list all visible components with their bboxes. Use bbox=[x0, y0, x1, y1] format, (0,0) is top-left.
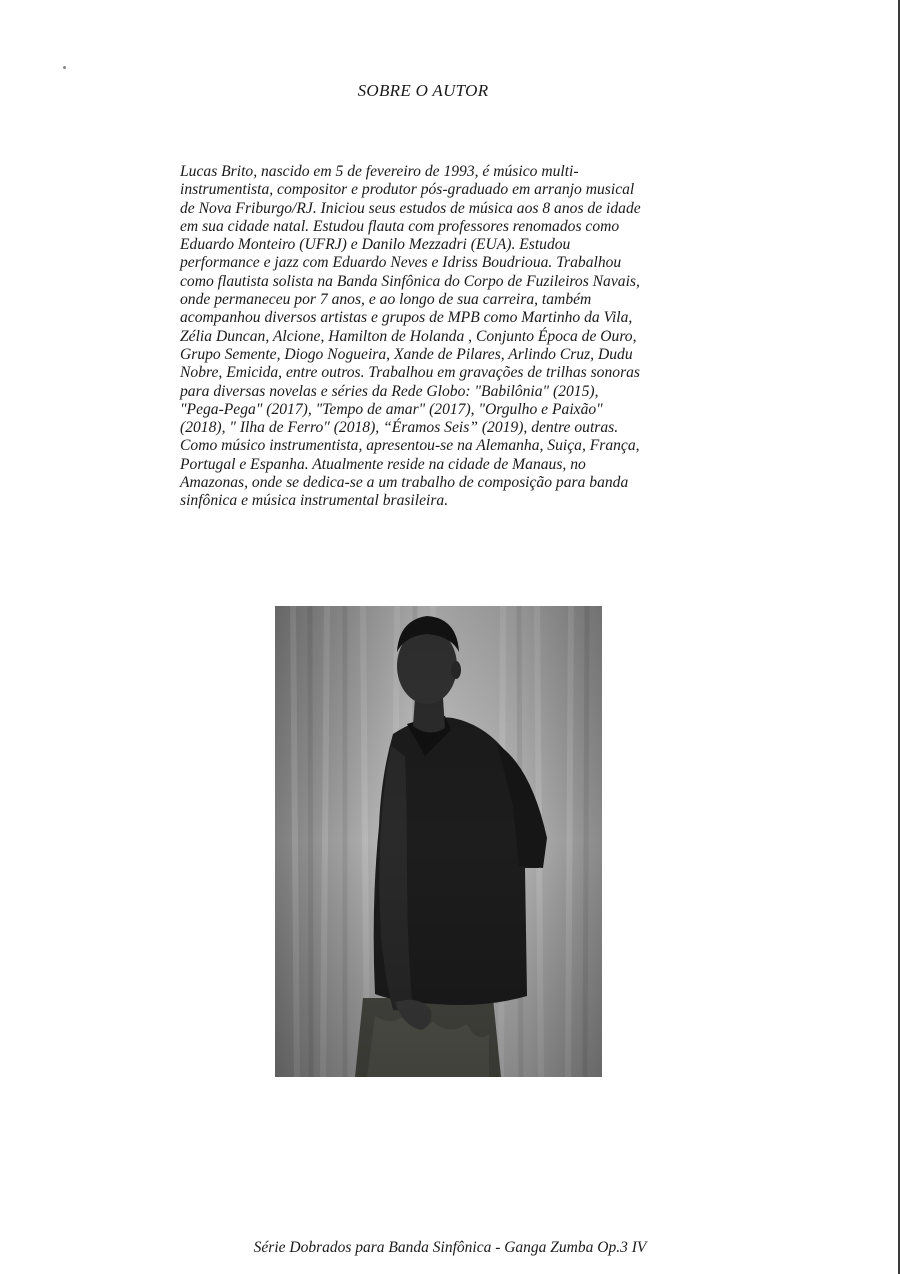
bio-line: onde permaneceu por 7 anos, e ao longo de sua carreira, também bbox=[180, 291, 592, 309]
bio-line: (2018), " Ilha de Ferro" (2018), “Éramos Seis” (2019), dentre outras. bbox=[180, 419, 619, 437]
bio-line: Lucas Brito, nascido em 5 de fevereiro de 1993, é músico multi- bbox=[180, 163, 579, 180]
page-heading: SOBRE O AUTOR bbox=[357, 81, 489, 100]
bio-line: de Nova Friburgo/RJ. Iniciou seus estudos de música aos 8 anos de idade bbox=[180, 199, 641, 217]
bio-line: Eduardo Monteiro (UFRJ) e Danilo Mezzadri (EUA). Estudou bbox=[180, 236, 571, 254]
page-footer: Série Dobrados para Banda Sinfônica - Ganga Zumba Op.3 IV bbox=[253, 1239, 647, 1256]
bio-line: em sua cidade natal. Estudou flauta com professores renomados como bbox=[180, 217, 620, 235]
bio-line: Grupo Semente, Diogo Nogueira, Xande de Pilares, Arlindo Cruz, Dudu bbox=[180, 345, 633, 363]
bio-line: "Pega-Pega" (2017), "Tempo de amar" (2017), "Orgulho e Paixão" bbox=[180, 400, 603, 418]
bio-line: acompanhou diversos artistas e grupos de MPB como Martinho da Vila, bbox=[180, 309, 633, 327]
bio-line: Portugal e Espanha. Atualmente reside na cidade de Manaus, no bbox=[180, 455, 586, 473]
bio-line: para diversas novelas e séries da Rede Globo: "Babilônia" (2015), bbox=[180, 382, 599, 400]
bio-line: Nobre, Emicida, entre outros. Trabalhou em gravações de trilhas sonoras bbox=[180, 364, 640, 382]
bio-line: performance e jazz com Eduardo Neves e Idriss Boudrioua. Trabalhou bbox=[180, 254, 622, 272]
bio-line: Amazonas, onde se dedica-se a um trabalho de composição para banda bbox=[180, 474, 629, 492]
bio-line: como flautista solista na Banda Sinfônica do Corpo de Fuzileiros Navais, bbox=[180, 272, 640, 290]
page-speck bbox=[63, 66, 66, 69]
author-bio bbox=[180, 163, 728, 511]
bio-line: Como músico instrumentista, apresentou-se na Alemanha, Suiça, França, bbox=[180, 437, 640, 455]
bio-line: sinfônica e música instrumental brasileira. bbox=[180, 492, 449, 510]
bio-line: Zélia Duncan, Alcione, Hamilton de Holanda , Conjunto Época de Ouro, bbox=[180, 327, 637, 345]
bio-line: instrumentista, compositor e produtor pós-graduado em arranjo musical bbox=[180, 181, 635, 199]
author-portrait bbox=[275, 606, 602, 1077]
